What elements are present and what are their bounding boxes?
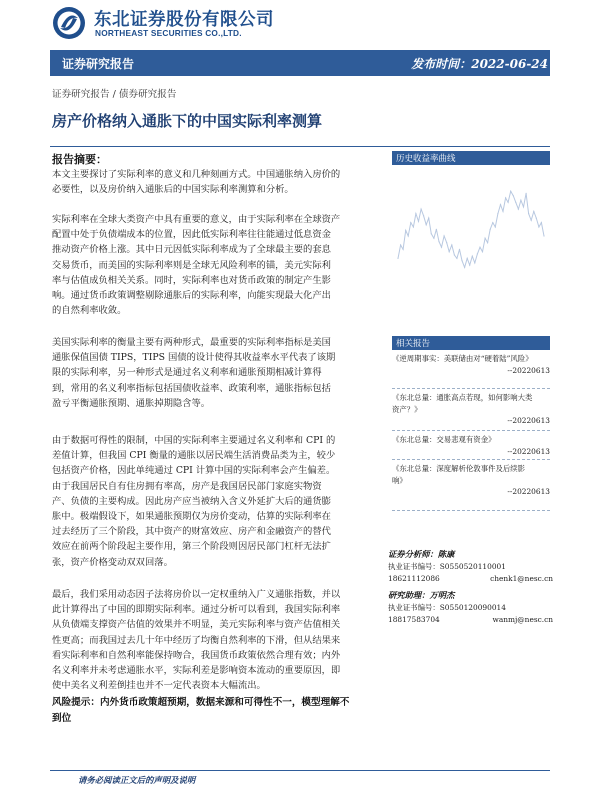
- yield-curve-chart: [392, 168, 550, 306]
- yield-point: [505, 197, 506, 198]
- paragraph-line: 名义利率并未考虑通胀水平，实际利差是影响资本流动的重要原因，即: [52, 665, 341, 677]
- yield-point: [520, 200, 521, 201]
- company-name-en: NORTHEAST SECURITIES CO.,LTD.: [95, 28, 242, 38]
- yield-point: [400, 244, 401, 245]
- report-type-label: 证券研究报告: [62, 57, 135, 71]
- related-report-item[interactable]: [392, 392, 550, 427]
- paragraph-line: 盈亏平衡通胀预期、通胀掉期隐含等。: [52, 397, 211, 409]
- chart-title: 历史收益率曲线: [396, 154, 456, 164]
- paragraph-line: 张，资产价格变动双双回落。: [52, 556, 173, 568]
- paragraph-line: 通胀保值国债 TIPS，TIPS 国债的设计使得其收益率水平代表了该期: [52, 352, 336, 364]
- yield-point: [446, 242, 447, 243]
- yield-point: [482, 251, 483, 252]
- divider: [50, 146, 550, 147]
- analyst-role: 证券分析师：: [388, 549, 438, 559]
- summary-paragraph: [52, 433, 382, 570]
- related-report-title[interactable]: 资产？》: [392, 404, 422, 414]
- paragraph-line: 由于数据可得性的限制，中国的实际利率主要通过名义利率和 CPI 的: [52, 435, 336, 446]
- related-report-title[interactable]: 《东北总量：深度解析伦敦事件及后续影: [392, 464, 526, 473]
- company-logo-icon: [52, 6, 86, 40]
- company-name-cn: 东北证券股份有限公司: [94, 10, 274, 30]
- yield-point: [441, 247, 442, 248]
- yield-point: [477, 253, 478, 254]
- paragraph-line: 响。通过货币政策调整剔除通胀后的实际利率，向能实现最大化产出: [52, 290, 331, 302]
- yield-point: [502, 211, 503, 212]
- yield-point: [421, 209, 422, 210]
- risk-line: 到位: [52, 712, 72, 724]
- divider: [392, 510, 550, 511]
- paragraph-line: 到，常用的名义利率指标包括国债收益率、政策利率，通胀指标包括: [52, 382, 331, 394]
- yield-point: [526, 193, 527, 194]
- yield-point: [518, 209, 519, 210]
- analyst-role: 研究助理：: [388, 590, 430, 600]
- yield-point: [469, 265, 470, 266]
- yield-point: [538, 226, 539, 227]
- paragraph-line: 实际利率在全球大类资产中具有重要的意义，由于实际利率在全球资产: [52, 214, 341, 225]
- analyst-card: [388, 589, 553, 626]
- related-report-item[interactable]: [392, 434, 550, 457]
- yield-point: [492, 222, 493, 223]
- related-report-title[interactable]: 响》: [392, 475, 407, 485]
- yield-point: [464, 267, 465, 268]
- yield-point: [436, 229, 437, 230]
- yield-point: [485, 238, 486, 239]
- breadcrumb: 证券研究报告 / 债券研究报告: [52, 89, 177, 100]
- yield-point: [533, 211, 534, 212]
- yield-point: [410, 222, 411, 223]
- analyst-cert: 执业证书编号：S0550520110001: [388, 562, 506, 571]
- yield-point: [403, 249, 404, 250]
- yield-point: [431, 233, 432, 234]
- paragraph-line: 胀中。极端假设下，如果通胀预期仅为房价变动，估算的实际利率在: [52, 511, 331, 523]
- risk-line: 风险提示：内外货币政策超预期，数据来源和可得性不一，模型理解不: [52, 697, 350, 708]
- paragraph-line: 率与估值成负相关关系。同时，实际利率也对货币政策的制定产生影: [52, 274, 331, 286]
- summary-paragraph: [52, 212, 382, 318]
- paragraph-line: 交易货币，而美国的实际利率则是全球无风险利率的锚，美元实际利: [52, 259, 331, 271]
- paragraph-line: 由于我国居民自有住房拥有率高，房产是我国居民部门家庭实物资: [52, 480, 322, 492]
- paragraph-line: 本文主要探讨了实际利率的意义和几种刻画方式。中国通胀纳入房价的: [52, 169, 341, 180]
- paragraph-line: 此计算得出了中国的即期实际利率。通过分析可以看到，我国实际利率: [52, 604, 341, 616]
- paragraph-line: 最后，我们采用动态因子法将房价以一定权重纳入广义通胀指数，并以: [52, 589, 341, 600]
- summary-heading: 报告摘要：: [52, 153, 107, 166]
- yield-point: [497, 213, 498, 214]
- yield-point: [428, 218, 429, 219]
- yield-point: [444, 235, 445, 236]
- yield-point: [474, 262, 475, 263]
- yield-point: [472, 256, 473, 257]
- yield-point: [405, 230, 406, 231]
- paragraph-line: 过去经历了三个阶段，其中资产的财富效应、房产和金融资产的替代: [52, 526, 331, 538]
- analyst-name: 万明杰: [429, 590, 455, 600]
- analyst-phone: 18817583704: [388, 615, 440, 624]
- yield-point: [515, 202, 516, 203]
- yield-point: [413, 226, 414, 227]
- analyst-card: [388, 548, 553, 585]
- related-report-title[interactable]: 《逆周期事实：美联储由对“硬着陆”风险》: [392, 354, 533, 363]
- yield-point: [543, 235, 544, 236]
- yield-point: [495, 226, 496, 227]
- divider: [392, 459, 550, 460]
- yield-point: [449, 251, 450, 252]
- risk-warning: [52, 695, 382, 726]
- yield-point: [467, 258, 468, 259]
- yield-point: [423, 215, 424, 216]
- yield-point: [397, 258, 398, 259]
- related-report-item[interactable]: [392, 463, 550, 498]
- summary-paragraph: [52, 335, 382, 411]
- yield-point: [513, 195, 514, 196]
- yield-point: [415, 213, 416, 214]
- analyst-phone: 18621112086: [388, 574, 440, 583]
- yield-point: [490, 229, 491, 230]
- analyst-name: 陈康: [437, 549, 455, 559]
- paragraph-line: 使中美名义利差倒挂也并不一定代表资本大幅流出。: [52, 680, 266, 692]
- related-report-title[interactable]: 《东北总量：交易悲观有资金》: [392, 435, 496, 444]
- yield-point: [536, 218, 537, 219]
- paragraph-line: 配置中处于负债端成本的位置，因此低实际利率往往能通过低息资金: [52, 229, 331, 241]
- paragraph-line: 效应在前两个阶段起主要作用，第三个阶段则因居民部门杠杆无法扩: [52, 541, 331, 553]
- summary-paragraph: [52, 167, 382, 197]
- yield-point: [433, 238, 434, 239]
- paragraph-line: 从负债端支撑资产估值的效果并不明显，美元实际利率与资产估值相关: [52, 619, 341, 631]
- yield-point: [461, 260, 462, 261]
- divider: [392, 430, 550, 431]
- yield-point: [500, 204, 501, 205]
- analyst-email[interactable]: wanmj@nesc.cn: [492, 615, 553, 624]
- yield-point: [456, 258, 457, 259]
- related-report-item[interactable]: [392, 353, 550, 376]
- paragraph-line: 性更高；而我国过去几十年中经历了均衡自然利率的下滑，但从结果来: [52, 634, 341, 646]
- related-report-date: --20220613: [507, 365, 550, 375]
- yield-point: [459, 249, 460, 250]
- yield-point: [408, 235, 409, 236]
- yield-point: [487, 242, 488, 243]
- yield-point: [510, 191, 511, 192]
- related-report-date: --20220613: [507, 487, 550, 496]
- related-report-date: --20220613: [507, 446, 550, 456]
- publish-date: 发布时间：2022-06-24: [411, 57, 548, 71]
- divider: [392, 388, 550, 389]
- footer-divider: [50, 770, 550, 771]
- yield-point: [479, 247, 480, 248]
- related-report-date: --20220613: [507, 416, 550, 425]
- yield-point: [451, 244, 452, 245]
- yield-point: [531, 220, 532, 221]
- paragraph-line: 限的实际利率，另一种形式是通过名义利率和通胀预期相减计算得: [52, 367, 322, 379]
- footer-disclaimer: 请务必阅读正文后的声明及说明: [78, 775, 196, 785]
- yield-point: [438, 241, 439, 242]
- yield-point: [528, 213, 529, 214]
- paragraph-line: 美国实际利率的衡量主要有两种形式，最重要的实际利率指标是美国: [52, 337, 331, 348]
- related-report-title[interactable]: 《东北总量：通胀高点若现，如何影响大类: [392, 393, 533, 402]
- paragraph-line: 的自然利率收敛。: [52, 305, 127, 317]
- analyst-email[interactable]: chenk1@nesc.cn: [490, 574, 553, 583]
- yield-point: [508, 202, 509, 203]
- yield-point: [418, 221, 419, 222]
- yield-point: [454, 254, 455, 255]
- paragraph-line: 包括资产价格，因此单纯通过 CPI 计算中国的实际利率会产生偏差。: [52, 465, 336, 477]
- paragraph-line: 差值计算，但我国 CPI 衡量的通胀以居民端生活消费品类为主，较少: [52, 450, 336, 462]
- related-reports-title: 相关报告: [396, 339, 431, 349]
- paragraph-line: 推动资产价格上涨。其中日元因低实际利率成为了全球最主要的套息: [52, 244, 331, 256]
- analyst-cert: 执业证书编号：S0550120090014: [388, 603, 506, 612]
- paragraph-line: 看实际利率和自然利率能保持吻合，我国货币政策依然合理有效；内外: [52, 649, 341, 661]
- yield-point: [426, 224, 427, 225]
- yield-point: [541, 222, 542, 223]
- paragraph-line: 产、负债的主要构成。因此房产应当被纳入含义外延扩大后的通货膨: [52, 495, 331, 507]
- paragraph-line: 必要性，以及房价纳入通胀后的中国实际利率测算和分析。: [52, 184, 294, 196]
- summary-paragraph: [52, 587, 382, 693]
- chart-background: [392, 168, 550, 306]
- page-title: 房产价格纳入通胀下的中国实际利率测算: [52, 112, 323, 130]
- yield-point: [523, 206, 524, 207]
